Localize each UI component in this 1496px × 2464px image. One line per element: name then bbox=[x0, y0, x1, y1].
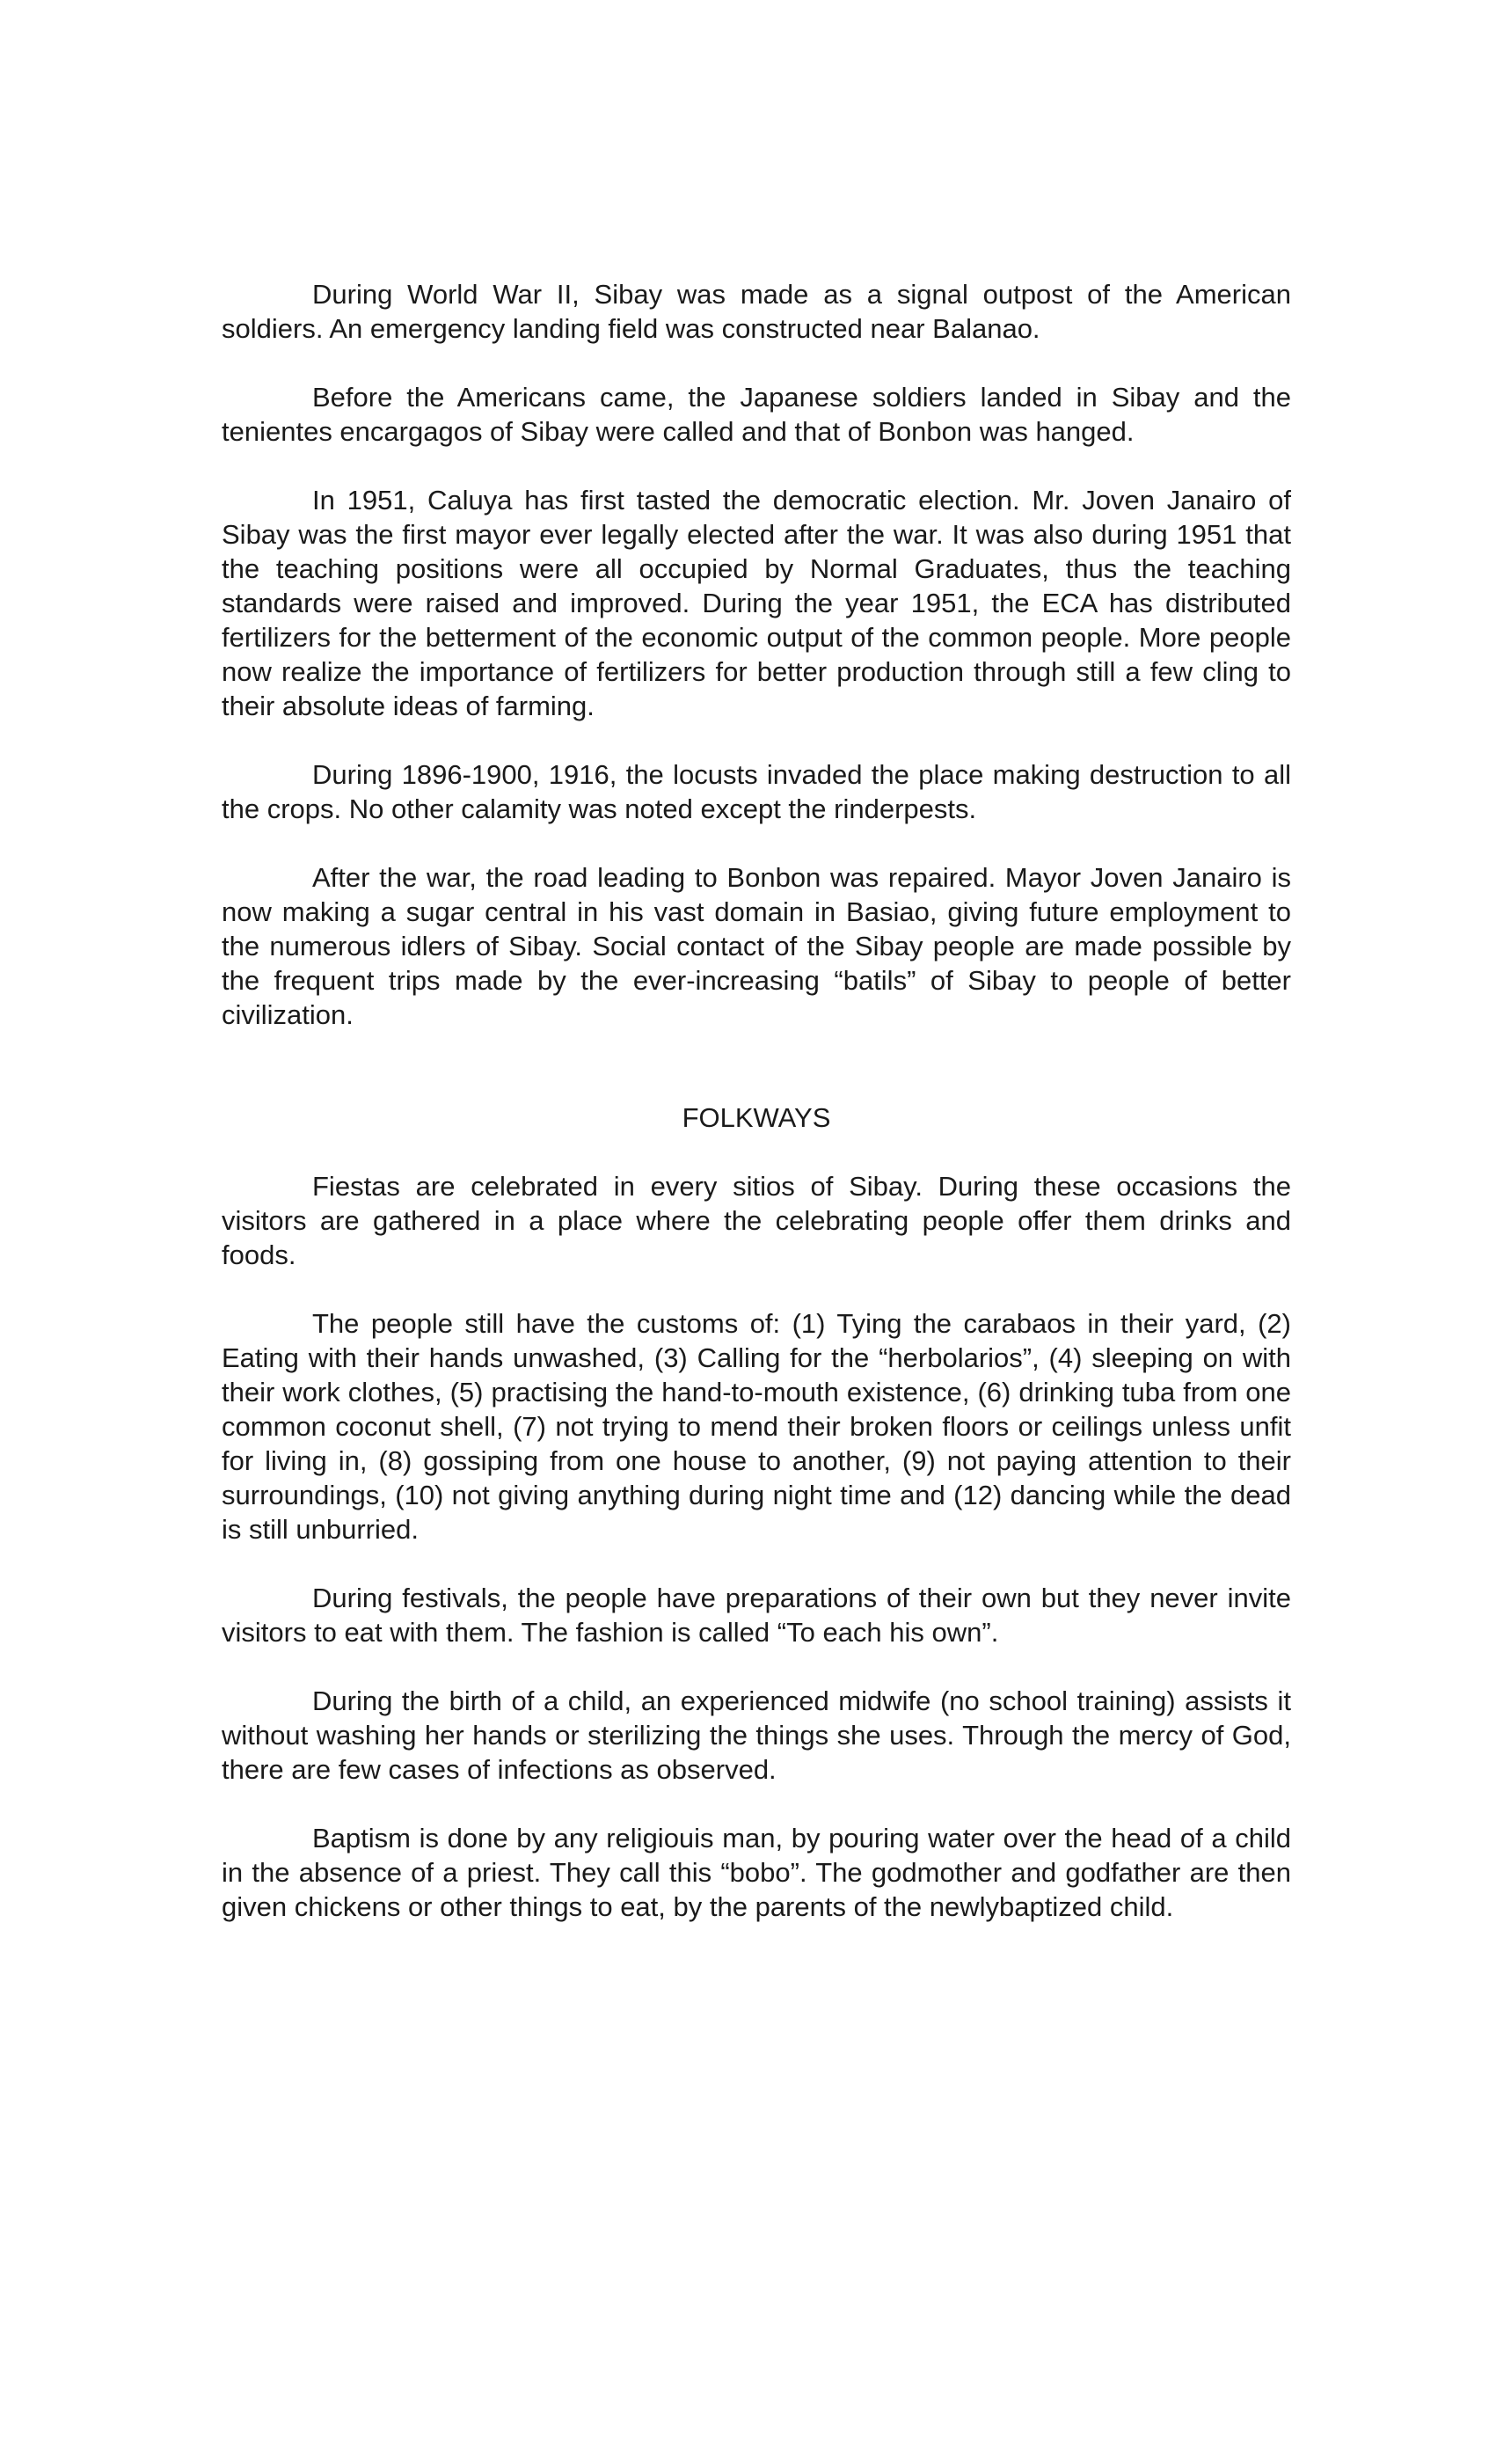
paragraph-1951-election: In 1951, Caluya has first tasted the democratic election. Mr. Joven Janairo of Sibay was the first mayor ever legally elected after the war. It was also during 1951 that the teaching positions were all occupied by Normal Graduates, thus the teaching standards were raised and improved. During the year 1951, the ECA has distributed fertilizers for the betterment of the economic output of the common people. More people now realize the importance of fertilizers for better production through still a few cling to their absolute ideas of farming. bbox=[222, 485, 1291, 721]
paragraph-locusts: During 1896-1900, 1916, the locusts invaded the place making destruction to all the crops. No other calamity was noted except the rinderpests. bbox=[222, 759, 1291, 824]
document-body bbox=[222, 277, 1291, 1924]
paragraph-wwii-outpost: During World War II, Sibay was made as a signal outpost of the American soldiers. An emergency landing field was constructed near Balanao. bbox=[222, 279, 1291, 344]
section-heading-folkways: FOLKWAYS bbox=[682, 1102, 831, 1133]
paragraph-festivals: During festivals, the people have preparations of their own but they never invite visitors to eat with them. The fashion is called “To each his own”. bbox=[222, 1583, 1291, 1648]
paragraph-baptism: Baptism is done by any religiouis man, by pouring water over the head of a child in the absence of a priest. They call this “bobo”. The godmother and godfather are then given chickens or other things to eat, by the parents of the newlybaptized child. bbox=[222, 1823, 1291, 1922]
paragraph-childbirth: During the birth of a child, an experienced midwife (no school training) assists it without washing her hands or sterilizing the things she uses. Through the mercy of God, there are few cases of infections as observed. bbox=[222, 1685, 1291, 1785]
paragraph-fiestas: Fiestas are celebrated in every sitios of Sibay. During these occasions the visitors are gathered in a place where the celebrating people offer them drinks and foods. bbox=[222, 1171, 1291, 1270]
paragraph-road-repair: After the war, the road leading to Bonbon was repaired. Mayor Joven Janairo is now making a sugar central in his vast domain in Basiao, giving future employment to the numerous idlers of Sibay. Social contact of the Sibay people are made possible by the frequent trips made by the ever-increasing “batils” of Sibay to people of better civilization. bbox=[222, 862, 1291, 1030]
paragraph-japanese-landing: Before the Americans came, the Japanese soldiers landed in Sibay and the tenientes encargagos of Sibay were called and that of Bonbon was hanged. bbox=[222, 382, 1291, 447]
paragraph-customs: The people still have the customs of: (1) Tying the carabaos in their yard, (2) Eating with their hands unwashed, (3) Calling for the “herbolarios”, (4) sleeping on with their work clothes, (5) practising the hand-to-mouth existence, (6) drinking tuba from one common coconut shell, (7) not trying to mend their broken floors or ceilings unless unfit for living in, (8) gossiping from one house to another, (9) not paying attention to their surroundings, (10) not giving anything during night time and (12) dancing while the dead is still unburried. bbox=[222, 1308, 1291, 1545]
